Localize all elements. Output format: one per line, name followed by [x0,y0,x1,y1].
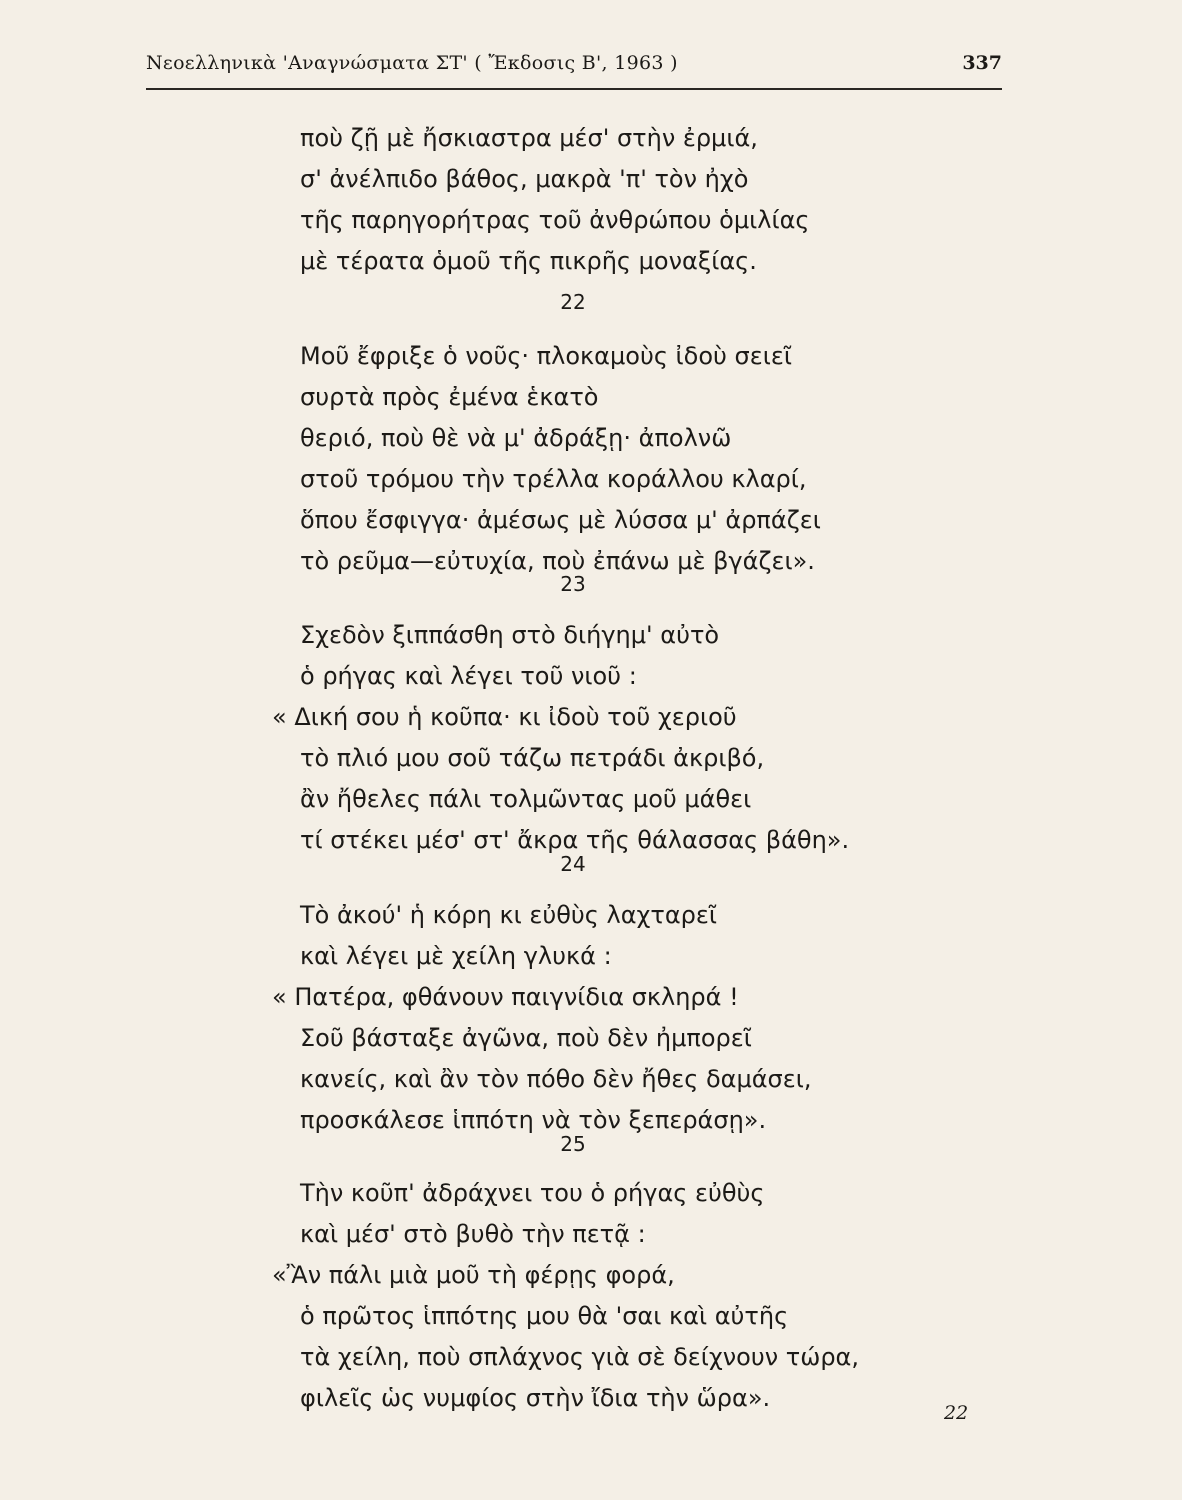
poem-line: ὁ ρήγας καὶ λέγει τοῦ νιοῦ : [300,662,637,690]
poem-line: καὶ λέγει μὲ χείλη γλυκά : [300,942,612,970]
stanza-number: 22 [560,290,586,314]
poem-line: ποὺ ζῇ μὲ ἤσκιαστρα μέσ' στὴν ἐρμιά, [300,124,758,152]
poem-line: Σοῦ βάσταξε ἀγῶνα, ποὺ δὲν ἠμπορεῖ [300,1024,752,1052]
poem-line: ἂν ἤθελες πάλι τολμῶντας μοῦ μάθει [300,785,752,813]
poem-line: τὸ ρεῦμα—εὐτυχία, ποὺ ἐπάνω μὲ βγάζει». [300,547,815,575]
poem-line: σ' ἀνέλπιδο βάθος, μακρὰ 'π' τὸν ἠχὸ [300,165,749,193]
poem-line: Τὴν κοῦπ' ἀδράχνει του ὁ ρήγας εὐθὺς [300,1179,765,1207]
poem-line: « Δική σου ἡ κοῦπα· κι ἰδοὺ τοῦ χεριοῦ [272,703,737,731]
poem-line: τῆς παρηγορήτρας τοῦ ἀνθρώπου ὁμιλίας [300,206,810,234]
poem-line: ὁ πρῶτος ἱππότης μου θὰ 'σαι καὶ αὐτῆς [300,1302,789,1330]
poem-line: θεριό, ποὺ θὲ νὰ μ' ἀδράξῃ· ἀπολνῶ [300,424,732,452]
poem-line: «Ἂν πάλι μιὰ μοῦ τὴ φέρῃς φορά, [272,1261,675,1289]
poem-line: στοῦ τρόμου τὴν τρέλλα κοράλλου κλαρί, [300,465,807,493]
poem-line: τὰ χείλη, ποὺ σπλάχνος γιὰ σὲ δείχνουν τώρα, [300,1343,859,1371]
stanza-number: 23 [560,572,586,596]
poem-line: συρτὰ πρὸς ἐμένα ἑκατὸ [300,383,599,411]
running-header [146,48,1002,90]
page-number: 337 [962,52,1002,74]
poem-line: Σχεδὸν ξιππάσθη στὸ διήγημ' αὐτὸ [300,621,720,649]
poem-line: προσκάλεσε ἱππότη νὰ τὸν ξεπεράσῃ». [300,1106,767,1134]
poem-line: τὸ πλιό μου σοῦ τάζω πετράδι ἀκριβό, [300,744,765,772]
stanza-number: 24 [560,852,586,876]
stanza-number: 25 [560,1132,586,1156]
poem-line: Μοῦ ἔφριξε ὁ νοῦς· πλοκαμοὺς ἰδοὺ σειεῖ [300,342,792,370]
poem-line: ὅπου ἔσφιγγα· ἀμέσως μὲ λύσσα μ' ἀρπάζει [300,506,821,534]
poem-line: Τὸ ἀκού' ἡ κόρη κι εὐθὺς λαχταρεῖ [300,901,717,929]
poem-line: μὲ τέρατα ὁμοῦ τῆς πικρῆς μοναξίας. [300,247,757,275]
signature-number: 22 [944,1402,969,1424]
poem-line: φιλεῖς ὡς νυμφίος στὴν ἴδια τὴν ὥρα». [300,1384,771,1412]
poem-line: καὶ μέσ' στὸ βυθὸ τὴν πετᾷ : [300,1220,646,1248]
poem-line: τί στέκει μέσ' στ' ἄκρα τῆς θάλασσας βάθη». [300,826,850,854]
poem-line: « Πατέρα, φθάνουν παιγνίδια σκληρά ! [272,983,739,1011]
book-title: Νεοελληνικὰ 'Αναγνώσματα ΣΤ' ( Ἔκδοσις Β', 1963 ) [146,52,678,74]
poem-line: κανείς, καὶ ἂν τὸν πόθο δὲν ἤθες δαμάσει, [300,1065,812,1093]
